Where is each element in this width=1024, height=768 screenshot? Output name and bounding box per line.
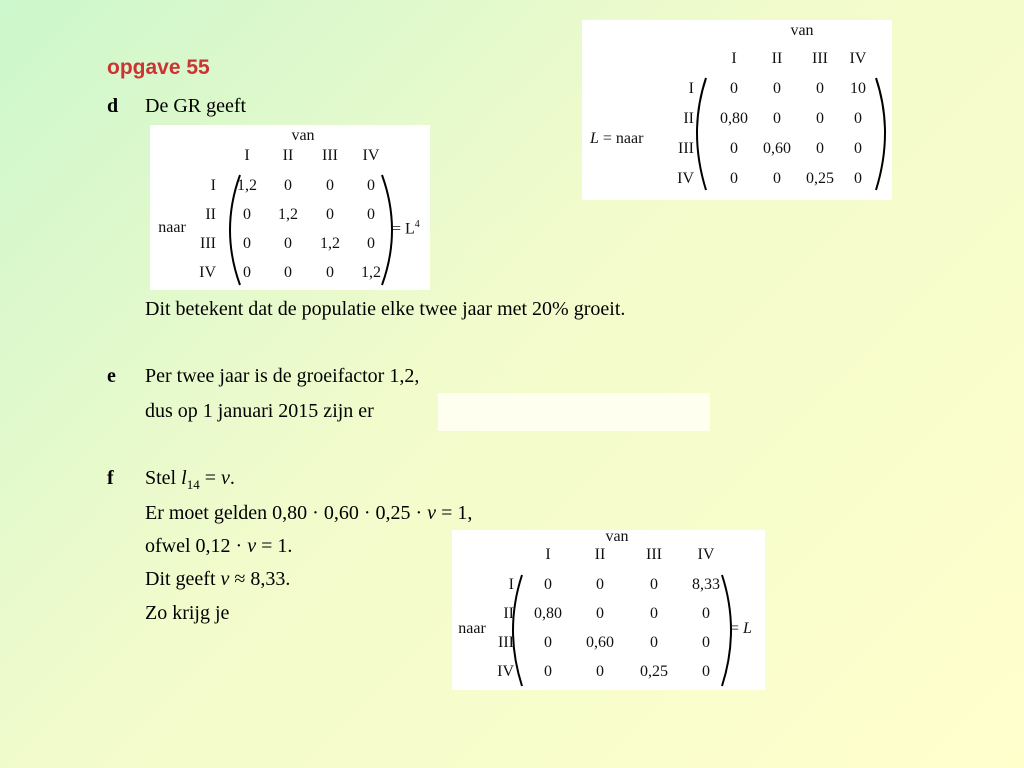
- result-col-header: II: [594, 546, 606, 563]
- part-f-line1: Stel $l_{14} = v$.: [145, 467, 235, 492]
- l4-cell: 1,2: [237, 177, 257, 194]
- leslie-cell: 0,60: [763, 140, 791, 157]
- l4-rhs: = $L^4$: [392, 219, 420, 238]
- l4-cell: 0: [243, 206, 251, 223]
- leslie-cell: 0: [773, 170, 781, 187]
- leslie-cell: 10: [850, 80, 866, 97]
- result-cell: 0: [650, 605, 658, 622]
- result-cell: 0,25: [640, 663, 668, 680]
- l4-cell: 1,2: [361, 264, 381, 281]
- l4-row-header: II: [205, 206, 216, 223]
- leslie-row-header: I: [688, 80, 694, 97]
- l4-cell: 0: [367, 206, 375, 223]
- l4-cell: 1,2: [278, 206, 298, 223]
- part-e-letter: e: [107, 365, 116, 387]
- result-cell: 0: [596, 605, 604, 622]
- leslie-col-header: I: [731, 50, 737, 67]
- part-d-conclusion: Dit betekent dat de populatie elke twee jaar met 20% groeit.: [145, 298, 626, 320]
- leslie-row-header: II: [683, 110, 694, 127]
- part-d-text: De GR geeft: [145, 95, 247, 117]
- leslie-cell: 0: [730, 170, 738, 187]
- leslie-cell: 0: [773, 80, 781, 97]
- leslie-cell: 0: [730, 140, 738, 157]
- l4-van-label: van: [291, 127, 315, 144]
- part-f-letter: f: [107, 467, 114, 489]
- result-cell: 0: [702, 605, 710, 622]
- leslie-matrix: [582, 20, 892, 200]
- leslie-cell: 0: [816, 80, 824, 97]
- l4-cell: 0: [367, 177, 375, 194]
- leslie-cell: 0: [730, 80, 738, 97]
- result-rhs: = L: [730, 620, 752, 637]
- result-cell: 0: [650, 634, 658, 651]
- l4-col-header: II: [282, 147, 294, 164]
- result-cell: 0: [596, 663, 604, 680]
- result-cell: 0,60: [586, 634, 614, 651]
- l4-cell: 1,2: [320, 235, 340, 252]
- leslie-cell: 0,25: [806, 170, 834, 187]
- leslie-col-header: III: [812, 50, 828, 67]
- leslie-lhs: L = naar: [590, 130, 644, 147]
- leslie-cell: 0: [854, 170, 862, 187]
- result-row-header: II: [503, 605, 514, 622]
- leslie-cell: 0: [816, 140, 824, 157]
- l4-col-header: I: [244, 147, 250, 164]
- leslie-cell: 0: [854, 140, 862, 157]
- result-col-header: III: [646, 546, 662, 563]
- leslie-cell: 0: [773, 110, 781, 127]
- result-cell: 0: [702, 663, 710, 680]
- part-e-line2: dus op 1 januari 2015 zijn er: [145, 400, 374, 422]
- result-row-header: I: [508, 576, 514, 593]
- leslie-row-header: IV: [677, 170, 694, 187]
- leslie-cell: 0: [816, 110, 824, 127]
- result-l-matrix: [452, 530, 765, 690]
- l4-col-header: IV: [362, 147, 380, 164]
- l4-row-header: IV: [199, 264, 216, 281]
- l4-cell: 0: [284, 264, 292, 281]
- leslie-cell: 0: [854, 110, 862, 127]
- result-col-header: IV: [697, 546, 715, 563]
- l4-cell: 0: [367, 235, 375, 252]
- result-naar-label: naar: [458, 620, 486, 637]
- part-f-line5: Zo krijg je: [145, 602, 230, 624]
- result-cell: 8,33: [692, 576, 720, 593]
- part-f-line4: Dit geeft v ≈ 8,33.: [145, 568, 291, 590]
- result-row-header: IV: [497, 663, 514, 680]
- l4-cell: 0: [326, 177, 334, 194]
- l4-row-header: I: [210, 177, 216, 194]
- l4-row-header: III: [200, 235, 216, 252]
- result-cell: 0: [596, 576, 604, 593]
- result-cell: 0: [650, 576, 658, 593]
- leslie-row-header: III: [678, 140, 694, 157]
- leslie-van-label: van: [790, 22, 814, 39]
- l4-cell: 0: [243, 235, 251, 252]
- leslie-cell: 0,80: [720, 110, 748, 127]
- l4-col-header: III: [322, 147, 338, 164]
- l4-cell: 0: [326, 206, 334, 223]
- part-e-line1: Per twee jaar is de groeifactor 1,2,: [145, 365, 420, 387]
- page-title: opgave 55: [107, 56, 210, 79]
- part-f-line2: Er moet gelden 0,80 · 0,60 · 0,25 · v = 1,: [145, 502, 473, 524]
- result-cell: 0: [544, 576, 552, 593]
- result-col-header: I: [545, 546, 551, 563]
- result-cell: 0: [702, 634, 710, 651]
- leslie-col-header: IV: [849, 50, 867, 67]
- leslie-col-header: II: [771, 50, 783, 67]
- result-cell: 0: [544, 663, 552, 680]
- l4-cell: 0: [326, 264, 334, 281]
- l4-cell: 0: [284, 235, 292, 252]
- answer-cover-box[interactable]: [438, 393, 710, 431]
- part-d-letter: d: [107, 95, 119, 117]
- result-cell: 0: [544, 634, 552, 651]
- result-van-label: van: [605, 528, 629, 545]
- result-row-header: III: [498, 634, 514, 651]
- result-cell: 0,80: [534, 605, 562, 622]
- l4-cell: 0: [284, 177, 292, 194]
- l4-matrix: [150, 125, 430, 290]
- l4-cell: 0: [243, 264, 251, 281]
- l4-naar-label: naar: [158, 219, 186, 236]
- part-f-line3: ofwel 0,12 · v = 1.: [145, 535, 293, 557]
